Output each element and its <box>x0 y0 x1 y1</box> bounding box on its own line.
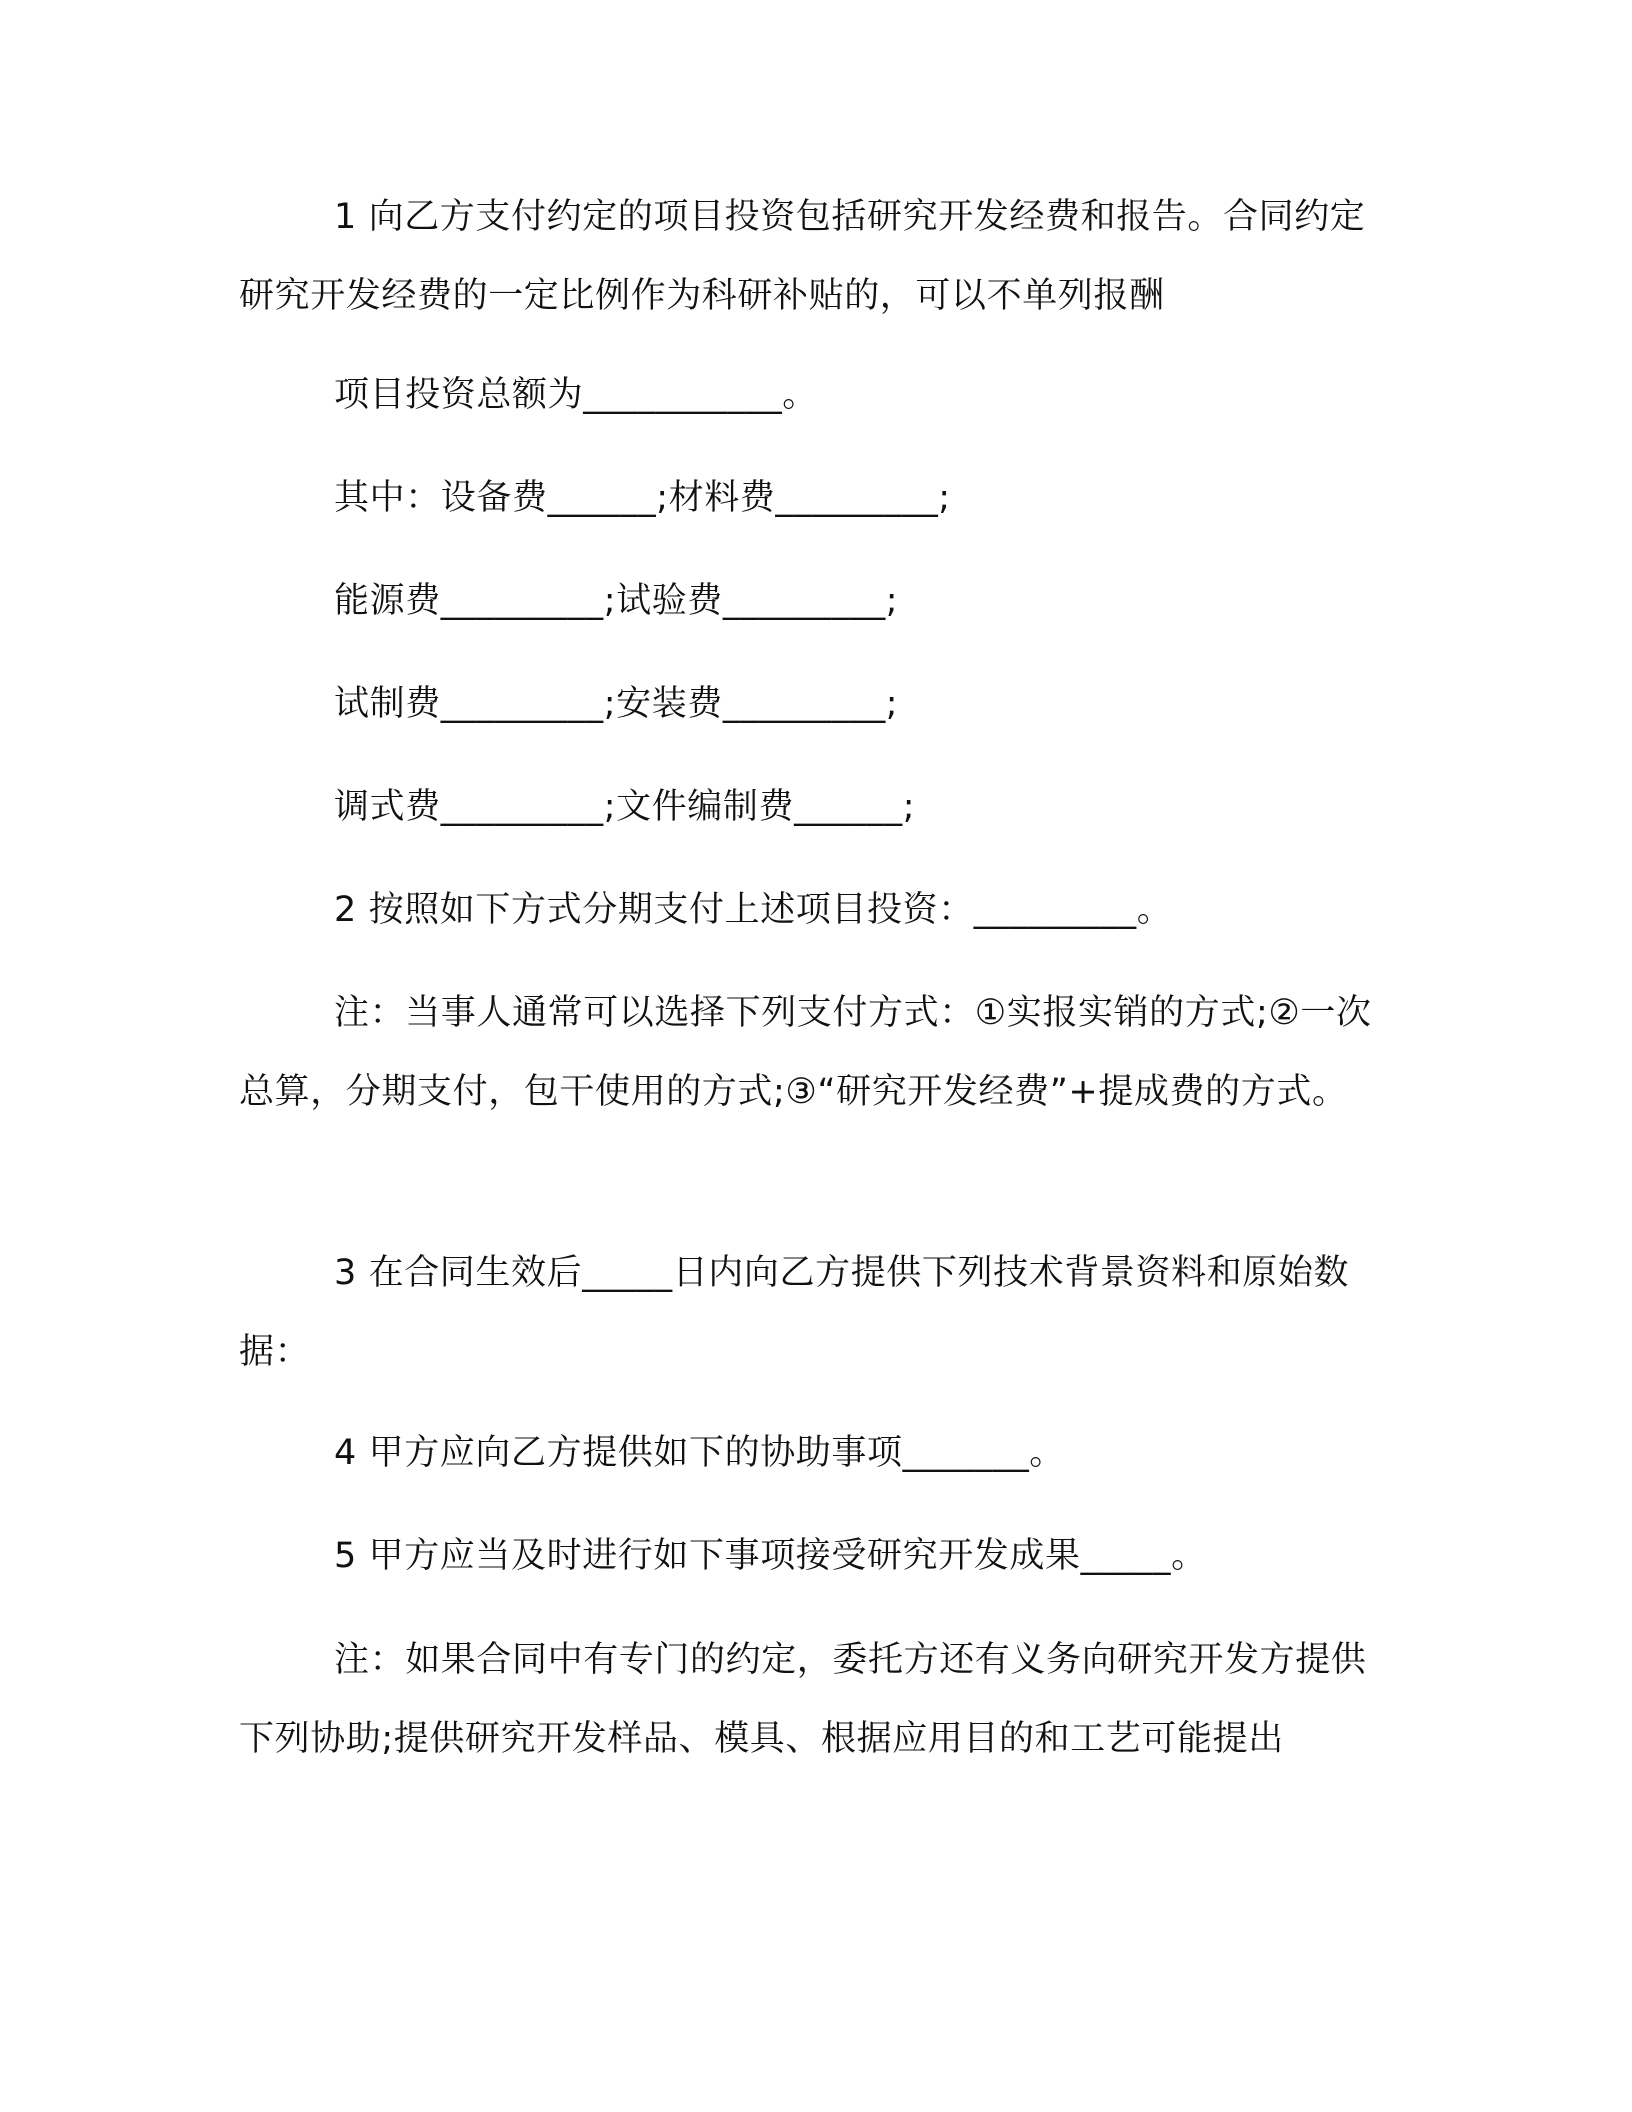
paragraph-4-assistance: 4 甲方应向乙方提供如下的协助事项_______。 <box>334 1433 1065 1473</box>
paragraph-1-payment: 1 向乙方支付约定的项目投资包括研究开发经费和报告。合同约定研究开发经费的一定比例作为科研补贴的，可以不单列报酬 <box>239 197 1366 316</box>
paragraph-total-investment: 项目投资总额为___________。 <box>334 375 818 415</box>
paragraph-note-payment-methods: 注：当事人通常可以选择下列支付方式：①实报实销的方式;②一次总算，分期支付，包干使用的方式;③“研究开发经费”+提成费的方式。 <box>239 993 1372 1112</box>
paragraph-trial-install: 试制费_________;安装费_________; <box>334 684 899 724</box>
paragraph-note-assistance: 注：如果合同中有专门的约定，委托方还有义务向研究开发方提供下列协助;提供研究开发样品、模具、根据应用目的和工艺可能提出 <box>239 1640 1367 1759</box>
paragraph-5-acceptance: 5 甲方应当及时进行如下事项接受研究开发成果_____。 <box>334 1536 1207 1576</box>
paragraph-3-background-data: 3 在合同生效后_____日内向乙方提供下列技术背景资料和原始数据： <box>239 1253 1350 1372</box>
paragraph-debug-docs: 调式费_________;文件编制费______; <box>334 787 916 827</box>
paragraph-2-installments: 2 按照如下方式分期支付上述项目投资：_________。 <box>334 890 1173 930</box>
paragraph-energy-test: 能源费_________;试验费_________; <box>334 581 899 621</box>
paragraph-equipment-materials: 其中：设备费______;材料费_________; <box>334 478 951 518</box>
